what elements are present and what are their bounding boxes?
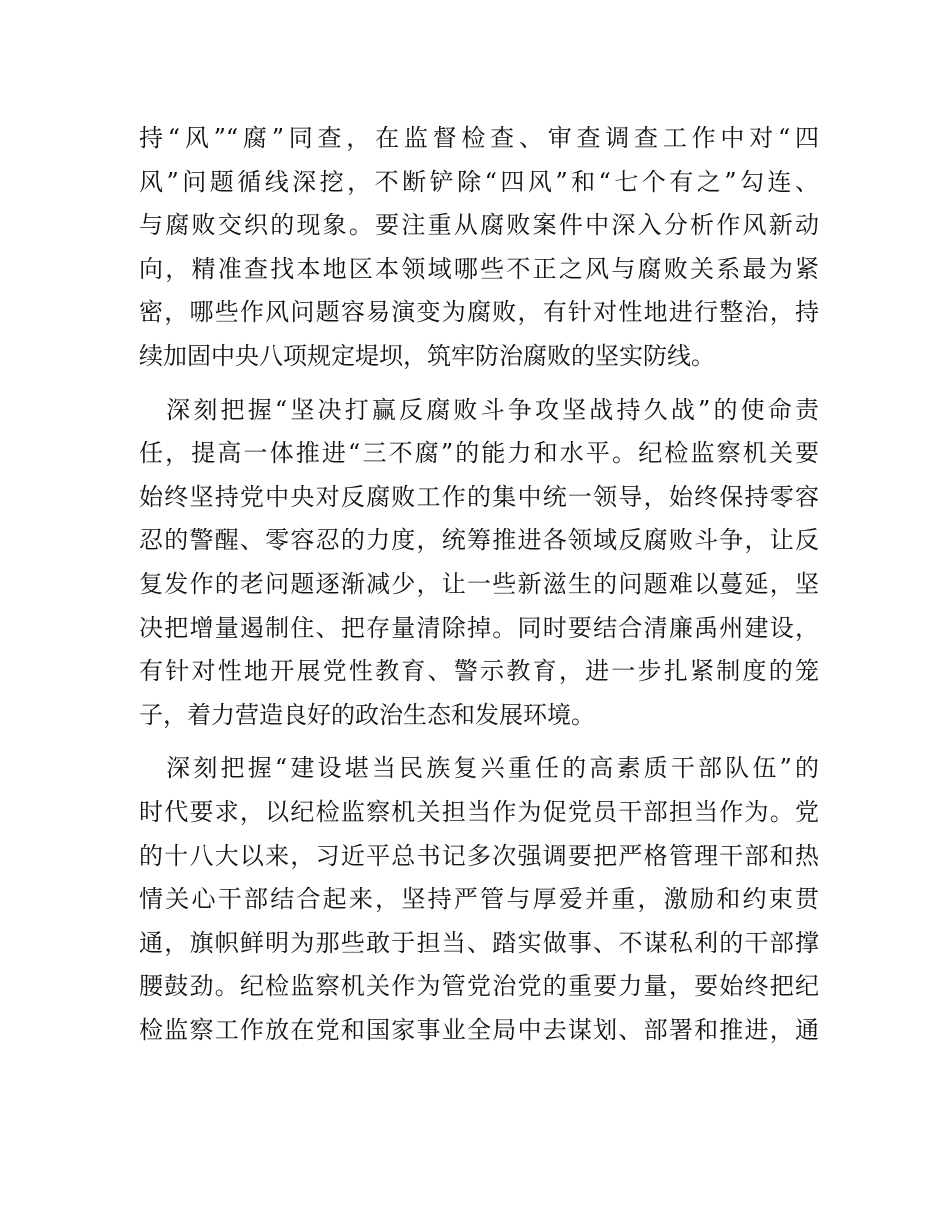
text-line: 通，旗帜鲜明为那些敢于担当、踏实做事、不谋私利的干部撑	[139, 928, 819, 957]
text-line: 深刻把握“建设堪当民族复兴重任的高素质干部队伍”的	[139, 754, 819, 783]
text-line: 检监察工作放在党和国家事业全局中去谋划、部署和推进，通	[139, 1015, 819, 1044]
text-line: 腰鼓劲。纪检监察机关作为管党治党的重要力量，要始终把纪	[139, 972, 819, 1001]
text-line: 的十八大以来，习近平总书记多次强调要把严格管理干部和热	[139, 841, 819, 870]
paragraph-2	[139, 389, 819, 738]
text-line: 始终坚持党中央对反腐败工作的集中统一领导，始终保持零容	[139, 482, 819, 511]
paragraph-3	[139, 747, 819, 1052]
text-line: 任，提高一体推进“三不腐”的能力和水平。纪检监察机关要	[139, 439, 819, 468]
text-line: 风”问题循线深挖，不断铲除“四风”和“七个有之”勾连、	[139, 167, 819, 196]
text-line: 续加固中央八项规定堤坝，筑牢防治腐败的坚实防线。	[139, 341, 715, 370]
text-line: 与腐败交织的现象。要注重从腐败案件中深入分析作风新动	[139, 211, 819, 240]
text-line: 密，哪些作风问题容易演变为腐败，有针对性地进行整治，持	[139, 298, 819, 327]
text-line: 时代要求，以纪检监察机关担当作为促党员干部担当作为。党	[139, 797, 819, 826]
text-line: 向，精准查找本地区本领域哪些不正之风与腐败关系最为紧	[139, 254, 819, 283]
text-line: 忍的警醒、零容忍的力度，统筹推进各领域反腐败斗争，让反	[139, 526, 819, 555]
text-line: 复发作的老问题逐渐减少，让一些新滋生的问题难以蔓延，坚	[139, 569, 819, 598]
text-line: 情关心干部结合起来，坚持严管与厚爱并重，激励和约束贯	[139, 885, 819, 914]
text-line: 决把增量遏制住、把存量清除掉。同时要结合清廉禹州建设，	[139, 613, 819, 642]
text-line: 深刻把握“坚决打赢反腐败斗争攻坚战持久战”的使命责	[139, 395, 819, 424]
text-line: 持“风”“腐”同查，在监督检查、审查调查工作中对“四	[139, 124, 819, 152]
paragraph-1	[139, 117, 819, 379]
text-line: 子，着力营造良好的政治生态和发展环境。	[139, 700, 595, 729]
body-text	[139, 117, 819, 1062]
text-line: 有针对性地开展党性教育、警示教育，进一步扎紧制度的笼	[139, 657, 819, 686]
